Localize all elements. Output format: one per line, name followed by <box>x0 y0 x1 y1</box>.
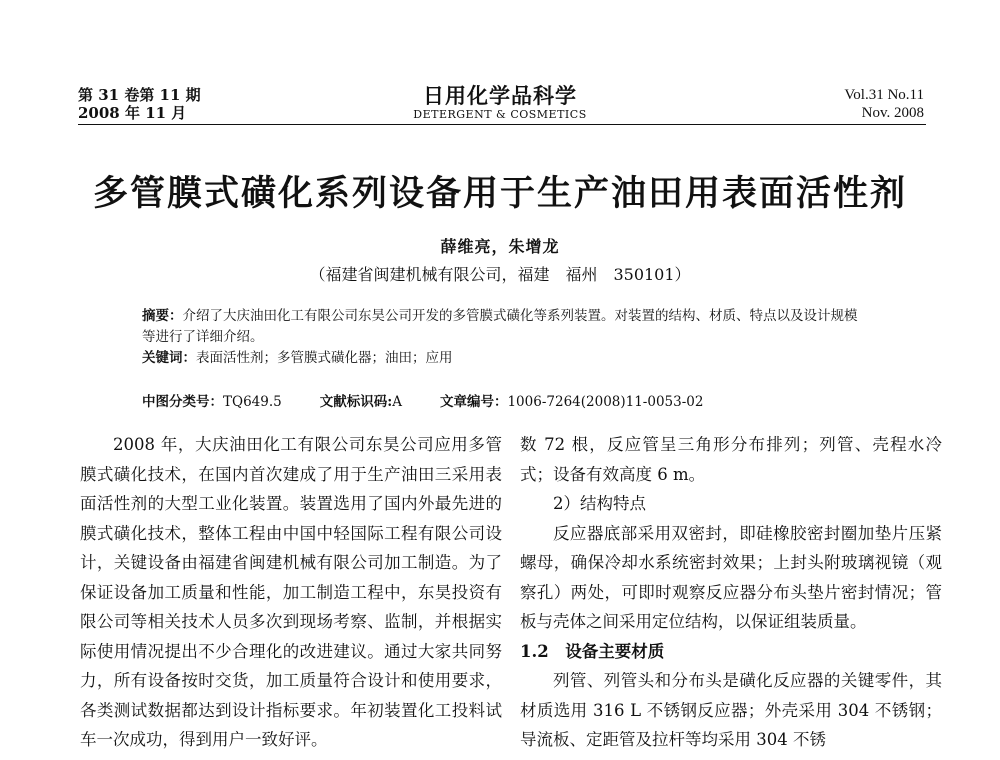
body-paragraph: 数 72 根，反应管呈三角形分布排列；列管、壳程水冷式；设备有效高度 6 m。 <box>520 435 942 484</box>
article-no-value: 1006-7264(2008)11-0053-02 <box>507 394 704 410</box>
doc-code-label: 文献标识码: <box>319 394 393 410</box>
doc-code-value: A <box>392 394 402 410</box>
date-en: Nov. 2008 <box>861 105 924 121</box>
journal-volume-en <box>844 86 924 122</box>
keywords-label: 关键词： <box>142 350 196 366</box>
section-heading: 1.2 设备主要材质 <box>520 641 665 661</box>
journal-name-cn: 日用化学品科学 <box>423 83 577 108</box>
body-column-right <box>520 430 942 755</box>
volume-issue: 第 31 卷第 11 期 <box>78 86 201 104</box>
body-paragraph: 反应器底部采用双密封，即硅橡胶密封圈加垫片压紧螺母，确保冷却水系统密封效果；上封头附玻璃视镜（观察孔）两处，可即时观察反应器分布头垫片密封情况；管板与壳体之间采用定位结构，以保证组装质量。 <box>520 523 942 631</box>
author-affiliation: （福建省闽建机械有限公司，福建 福州 350101） <box>309 265 691 284</box>
abstract-text: 介绍了大庆油田化工有限公司东昊公司开发的多管膜式磺化等系列装置。对装置的结构、材质、特点以及设计规模等进行了详细介绍。 <box>142 308 858 345</box>
journal-name-en: DETERGENT & COSMETICS <box>413 108 587 121</box>
subsection-heading: 2）结构特点 <box>553 494 646 513</box>
abstract-label: 摘要： <box>142 308 183 324</box>
issue-date: 2008 年 11 月 <box>78 104 187 122</box>
article-number <box>440 390 704 410</box>
clc-number <box>142 390 282 410</box>
abstract-block <box>142 306 862 369</box>
clc-value: TQ649.5 <box>223 394 282 410</box>
header-rule <box>78 124 926 125</box>
document-code <box>320 390 402 410</box>
article-title: 多管膜式磺化系列设备用于生产油田用表面活性剂 <box>92 173 907 214</box>
volume-en: Vol.31 No.11 <box>844 87 924 103</box>
classification-row <box>142 390 703 410</box>
keywords <box>142 348 862 369</box>
body-paragraph: 2008 年，大庆油田化工有限公司东昊公司应用多管膜式磺化技术，在国内首次建成了用于生产油田三采用表面活性剂的大型工业化装置。装置选用了国内外最先进的膜式磺化技术，整体工程由中国中轻国际工程有限公司设计，关键设备由福建省闽建机械有限公司加工制造。为了保证设备加工质量和性能，加工制造工程中，东昊投资有限公司等相关技术人员多次到现场考察、监制，并根据实际使用情况提出不少合理化的改进建议。通过大家共同努力，所有设备按时交货，加工质量符合设计和使用要求，各类测试数据都达到设计指标要求。年初装置化工投料试车一次成功，得到用户一致好评。 <box>80 435 502 749</box>
body-paragraph: 列管、列管头和分布头是磺化反应器的关键零件，其材质选用 316 L 不锈钢反应器；外壳采用 304 不锈钢；导流板、定距管及拉杆等均采用 304 不锈 <box>520 671 942 749</box>
body-column-left <box>80 430 502 755</box>
abstract <box>142 306 862 348</box>
clc-label: 中图分类号： <box>142 394 223 410</box>
article-authors: 薛维亮，朱增龙 <box>440 237 560 256</box>
article-no-label: 文章编号： <box>439 394 508 410</box>
keywords-text: 表面活性剂；多管膜式磺化器；油田；应用 <box>196 350 453 366</box>
